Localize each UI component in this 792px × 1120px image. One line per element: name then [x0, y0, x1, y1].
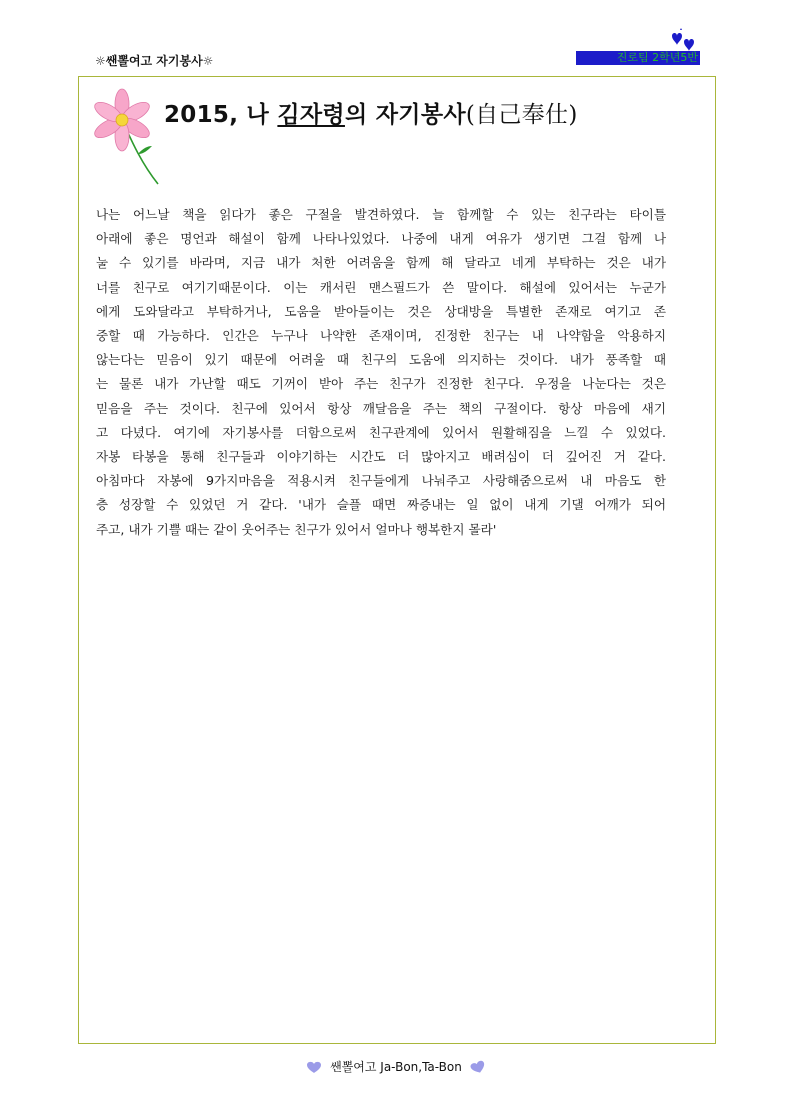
essay-line: 층 성장할 수 있었던 거 같다. '내가 슬플 때면 짜증내는 일 없이 내게 기댈 어깨가 되어 [96, 497, 666, 513]
essay-line: 에게 도와달라고 부탁하거나, 도움을 받아들이는 것은 상대방을 특별한 존재로 여기고 존 [96, 303, 666, 319]
essay-line: 너를 친구로 여기기때문이다. 이는 캐서린 맨스필드가 쓴 말이다. 해설에 있어서는 누군가 [96, 279, 666, 295]
header-right-badge [576, 51, 700, 65]
header-right-text: 진로팀 2학년5반 [616, 51, 698, 64]
essay-line: 나는 어느날 책을 읽다가 좋은 구절을 발견하였다. 늘 함께할 수 있는 친구라는 타이틀 [96, 207, 666, 222]
essay-line: 자봉 타봉을 통해 친구들과 이야기하는 시간도 더 많아지고 배려심이 더 깊어진 거 같다. [96, 449, 666, 465]
essay-line: 아래에 좋은 명언과 해설이 함께 나타나있었다. 나중에 내게 여유가 생기면 그걸 함께 나 [96, 231, 666, 247]
essay-line: 아침마다 자봉에 9가지마음을 적용시켜 친구들에게 나눠주고 사랑해줌으로써 내 마음도 한 [96, 473, 666, 489]
essay-body [96, 203, 666, 542]
essay-line: 중할 때 가능하다. 인간은 누구나 나약한 존재이며, 진정한 친구는 내 나약함을 악용하지 [96, 328, 666, 344]
page-footer [0, 1058, 792, 1075]
page-title [164, 96, 578, 129]
title-middle: 의 자기봉사 [344, 102, 466, 128]
essay-line: 고 다녔다. 여기에 자기봉사를 더함으로써 친구관계에 있어서 원활해짐을 느낄 수 있었다. [96, 424, 666, 440]
essay-line: 믿음을 주는 것이다. 친구에 있어서 항상 깨달음을 주는 책의 구절이다. 항상 마음에 새기 [96, 400, 666, 416]
title-name: 김자령 [277, 102, 345, 128]
footer-text: 쌘뽈여고 Ja-Bon,Ta-Bon [330, 1060, 462, 1074]
title-prefix: 2015, 나 [164, 102, 278, 128]
essay-line: 눌 수 있기를 바라며, 지금 내가 처한 어려움을 함께 해 달라고 네게 부탁하는 것은 내가 [96, 255, 666, 271]
essay-line: 주고, 내가 기쁠 때는 같이 웃어주는 친구가 있어서 얼마나 행복한지 몰라' [96, 521, 497, 537]
title-hanja: (自己奉仕) [465, 102, 578, 128]
header-left-title: ☼쌘뽈여고 자기봉사☼ [95, 54, 214, 68]
essay-line: 않는다는 믿음이 있기 때문에 어려울 때 친구의 도움에 의지하는 것이다. 내가 풍족할 때 [96, 352, 666, 368]
heart-icon [306, 1060, 322, 1074]
heart-icon [470, 1060, 486, 1074]
essay-line: 는 물론 내가 가난할 때도 기꺼이 받아 주는 친구가 진정한 친구다. 우정을 나눈다는 것은 [96, 376, 666, 392]
cosmos-flower-icon [88, 88, 164, 186]
